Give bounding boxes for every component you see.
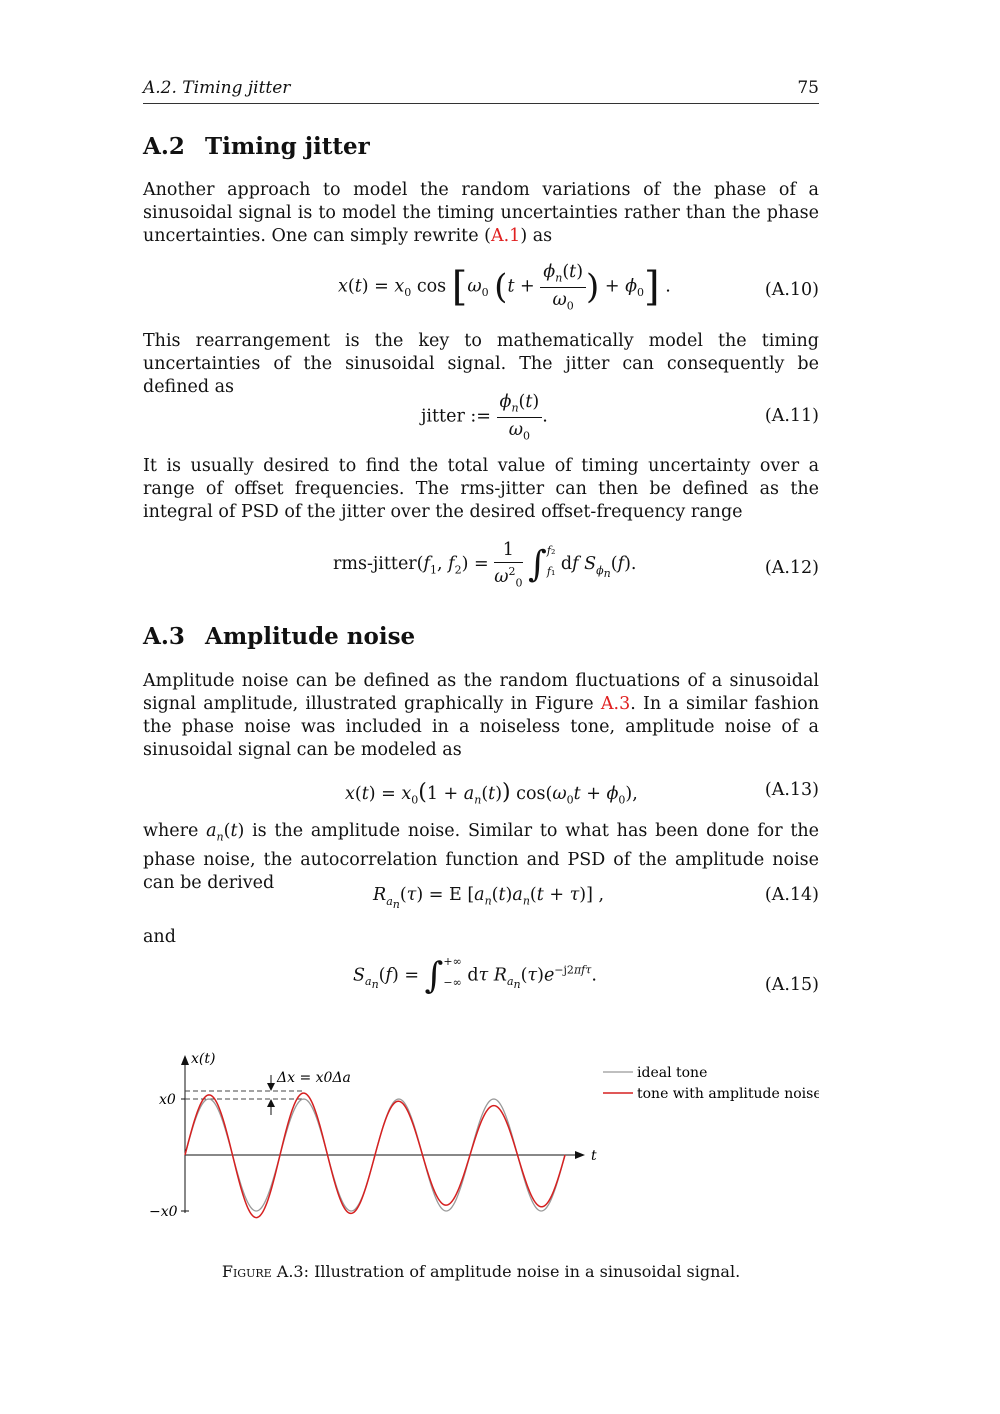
equation-body: $S_{a_n}(f)$ = ∫ +∞ −∞ dτ $R_{a_n}(\tau)e^{-j2\pi f\tau}$.	[353, 955, 597, 997]
equation-body: $R_{a_n}(\tau) = E$ $[a_n(t)a_n(t + \tau)]$ ,	[373, 885, 605, 911]
section-heading-a2	[143, 133, 370, 160]
paragraph-4	[143, 670, 819, 762]
equation-a14	[143, 885, 819, 913]
paragraph-5: where $a_n(t)$ is the amplitude noise. Similar to what has been done for the phase noise, the autocorrelation function and PSD of the amplitude noise can be derived	[143, 821, 819, 893]
equation-number: (A.12)	[764, 558, 819, 578]
equation-a15	[143, 955, 819, 1015]
paragraph-text: Amplitude noise can be defined as the random fluctuations of a sinusoidal signal amplitude, illustrated graphically in Figure	[143, 671, 819, 714]
y-tick-neg-label: −x0	[149, 1204, 178, 1220]
page-number: 75	[797, 78, 819, 98]
running-header	[143, 78, 819, 104]
equation-body: $x(t) = x_0(1 + a_n(t)) \cos(\omega_0t + \phi_0)$,	[345, 780, 638, 807]
equation-a12	[143, 540, 819, 600]
section-title: Amplitude noise	[205, 623, 416, 650]
paragraph-2: This rearrangement is the key to mathematically model the timing uncertainties of the sinusoidal signal. The jitter can consequently be defined as	[143, 331, 819, 397]
y-axis-label: x(t)	[191, 1051, 216, 1067]
equation-number: (A.15)	[764, 975, 819, 995]
section-heading-a3	[143, 623, 415, 650]
legend-label-noisy: tone with amplitude noise	[637, 1086, 819, 1102]
section-number: A.2	[143, 133, 185, 160]
equation-link[interactable]: A.1	[490, 226, 521, 246]
paragraph-text: . In a similar fashion the phase noise was included in a noiseless tone, amplitude noise of a sinusoidal signal can be modeled as	[143, 694, 819, 760]
figure-link[interactable]: A.3	[600, 694, 631, 714]
caption-text: Illustration of amplitude noise in a sinusoidal signal.	[314, 1262, 741, 1281]
x-axis-arrow-icon	[575, 1151, 585, 1159]
caption-number: A.3:	[276, 1262, 309, 1281]
delta-arrow-down-icon	[267, 1083, 275, 1091]
section-title: Timing jitter	[205, 133, 370, 160]
y-tick-pos-label: x0	[159, 1092, 176, 1108]
header-section-title: A.2. Timing jitter	[143, 78, 291, 98]
figure-plot	[143, 1045, 819, 1235]
paragraph-text: ) as	[520, 226, 553, 246]
figure-caption	[143, 1262, 819, 1281]
equation-number: (A.11)	[764, 406, 819, 426]
equation-number: (A.14)	[764, 885, 819, 905]
paragraph-3: It is usually desired to find the total value of timing uncertainty over a range of offset frequencies. The rms-jitter can then be defined as the integral of PSD of the jitter over the desired offset-frequency range	[143, 456, 819, 522]
x-axis-label: t	[591, 1148, 597, 1164]
legend-label-ideal: ideal tone	[637, 1065, 708, 1081]
equation-number: (A.13)	[764, 780, 819, 800]
equation-body: rms-$jitter(f_1$, $f_2$) = $\frac{1}{\omega^2_0}$ ∫ f₂ f₁ df $S_{\phi_n}(f)$.	[333, 540, 637, 590]
equation-body: jitter := $\frac{\phi_n(t)}{\omega_0}$ .	[421, 392, 548, 442]
paragraph-text: Another approach to model the random variations of the phase of a sinusoidal signal is to model the timing uncertainties rather than the phase uncertainties. One can simply rewrite (	[143, 180, 819, 246]
y-axis-arrow-icon	[181, 1055, 189, 1065]
paragraph-text: where	[143, 821, 207, 841]
equation-number: (A.10)	[764, 280, 819, 300]
paragraph-6: and	[143, 927, 176, 947]
rms-label: rms-jitter(	[333, 554, 424, 575]
paragraph-text: is the amplitude noise. Similar to what has been done for the phase noise, the autocorrelation function and PSD of the amplitude noise can be derived	[143, 821, 819, 893]
section-number: A.3	[143, 623, 185, 650]
jitter-label: jitter :=	[421, 406, 491, 427]
equation-a11	[143, 392, 819, 442]
delta-arrow-up-icon	[267, 1099, 275, 1107]
equation-a13	[143, 780, 819, 808]
caption-prefix: Figure	[221, 1262, 272, 1281]
paragraph-1	[143, 179, 819, 248]
equation-a10	[143, 262, 819, 318]
equation-body: $x(t) = x_0$ $\cos [\omega_0$ (t + $\frac{\phi_n(t)}{\omega_0}$ ) + $\phi_0$] .	[338, 262, 671, 312]
delta-label: Δx = x0Δa	[277, 1070, 351, 1086]
figure-a3	[143, 1045, 819, 1235]
